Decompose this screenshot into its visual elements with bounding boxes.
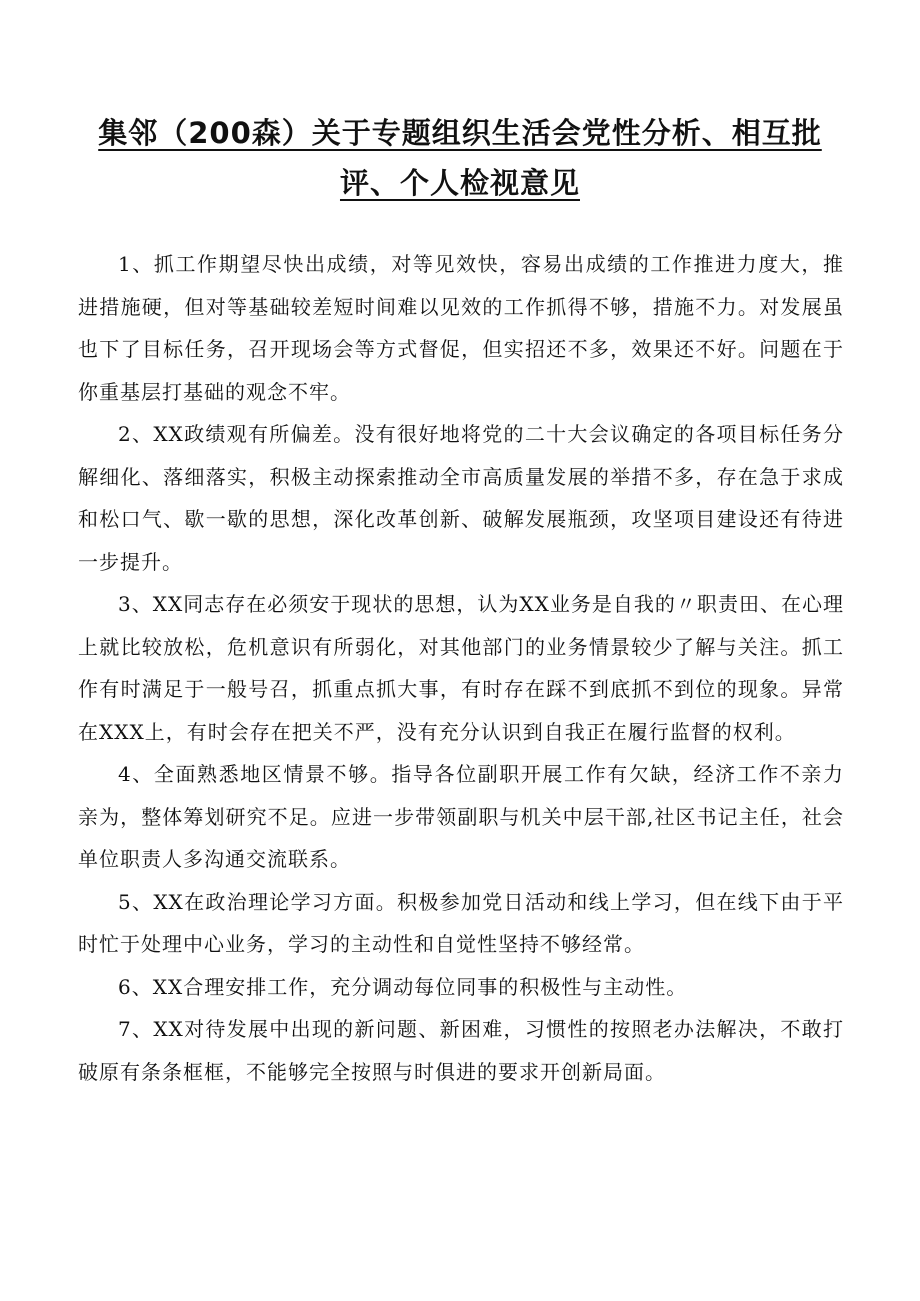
paragraph-7: 7、XX对待发展中出现的新问题、新困难，习惯性的按照老办法解决，不敢打破原有条条框框，不能够完全按照与时俱进的要求开创新局面。: [78, 1017, 844, 1084]
paragraph-5: 5、XX在政治理论学习方面。积极参加党日活动和线上学习，但在线下由于平时忙于处理中心业务，学习的主动性和自觉性坚持不够经常。: [78, 889, 844, 956]
paragraph-3: 3、XX同志存在必须安于现状的思想，认为XX业务是自我的〃职责田、在心理上就比较放松，危机意识有所弱化，对其他部门的业务情景较少了解与关注。抓工作有时满足于一般号召，抓重点抓大事，有时存在踩不到底抓不到位的现象。异常在XXX上，有时会存在把关不严，没有充分认识到自我正在履行监督的权利。: [78, 592, 844, 744]
document-title: [70, 108, 850, 208]
paragraph-2: 2、XX政绩观有所偏差。没有很好地将党的二十大会议确定的各项目标任务分解细化、落细落实，积极主动探索推动全市高质量发展的举措不多，存在急于求成和松口气、歇一歇的思想，深化改革创新、破解发展瓶颈，攻坚项目建设还有待进一步提升。: [78, 422, 844, 574]
document-title-text: 集邻（200森）关于专题组织生活会党性分析、相互批评、个人检视意见: [98, 116, 822, 200]
paragraph-4: 4、全面熟悉地区情景不够。指导各位副职开展工作有欠缺，经济工作不亲力亲为，整体筹划研究不足。应进一步带领副职与机关中层干部,社区书记主任，社会单位职责人多沟通交流联系。: [78, 762, 844, 871]
paragraph-1: 1、抓工作期望尽快出成绩，对等见效快，容易出成绩的工作推进力度大，推进措施硬，但对等基础较差短时间难以见效的工作抓得不够，措施不力。对发展虽也下了目标任务，召开现场会等方式督促，但实招还不多，效果还不好。问题在于你重基层打基础的观念不牢。: [78, 252, 844, 404]
paragraph-6: 6、XX合理安排工作，充分调动每位同事的积极性与主动性。: [118, 974, 688, 999]
document-body: [78, 243, 844, 1093]
